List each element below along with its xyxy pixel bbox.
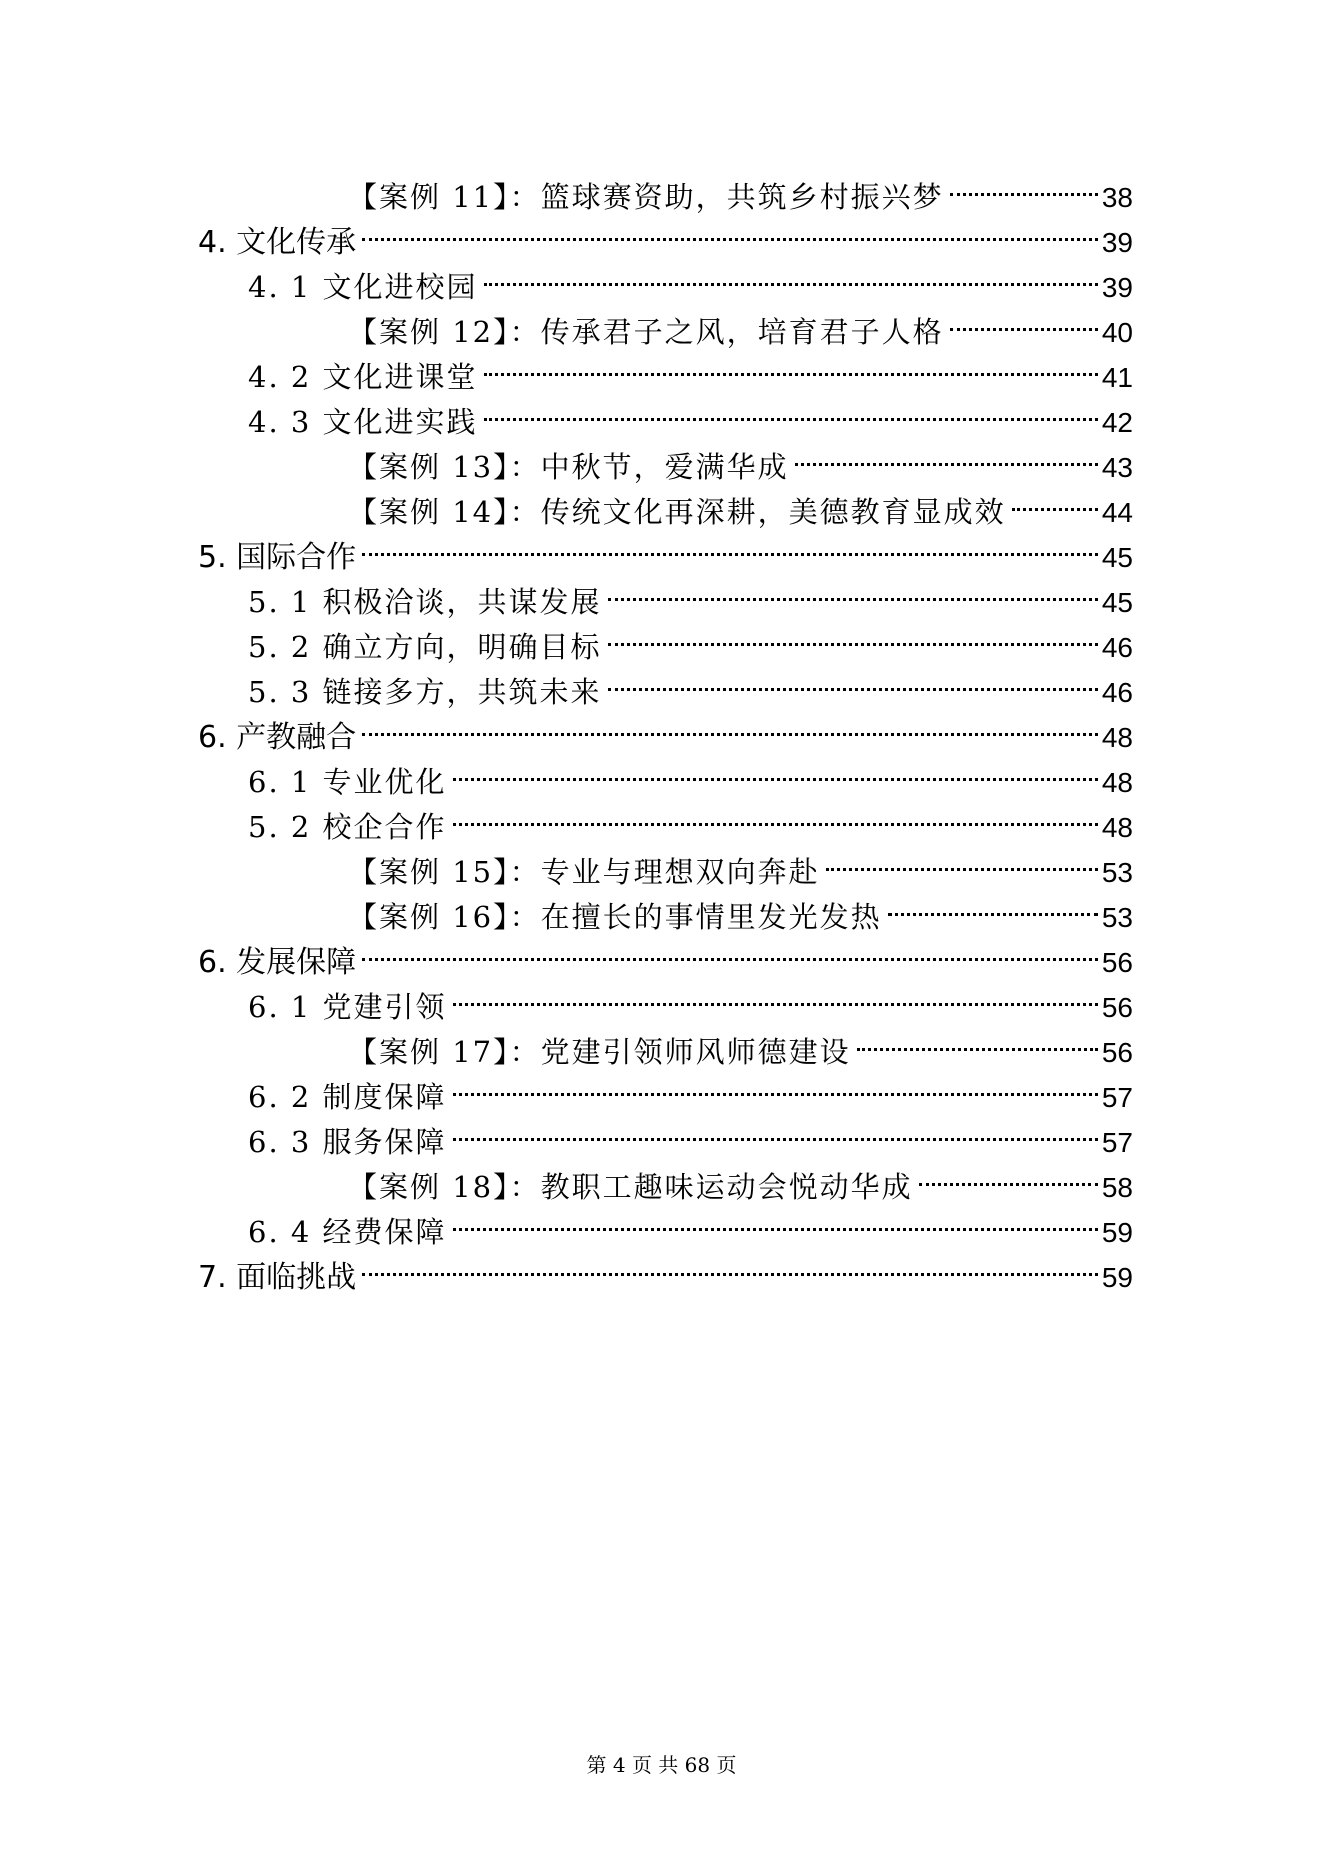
toc-entry-title: 4. 3 文化进实践 bbox=[248, 405, 478, 439]
toc-entry-title: 5. 1 积极洽谈，共谋发展 bbox=[248, 585, 602, 619]
toc-entry-page: 57 bbox=[1101, 1127, 1133, 1158]
toc-entry[interactable] bbox=[198, 342, 1133, 394]
toc-leader-dots bbox=[362, 927, 1098, 972]
toc-entry-page: 48 bbox=[1101, 767, 1133, 798]
toc-entry-page: 57 bbox=[1101, 1082, 1133, 1113]
toc-leader-dots bbox=[362, 207, 1098, 252]
toc-entry-page: 40 bbox=[1101, 317, 1133, 348]
toc-leader-dots bbox=[950, 297, 1098, 342]
toc-entry-page: 38 bbox=[1101, 182, 1133, 213]
toc-entry[interactable] bbox=[198, 1197, 1133, 1249]
toc-entry-title: 6. 发展保障 bbox=[198, 945, 357, 980]
toc-entry-title: 5. 3 链接多方，共筑未来 bbox=[248, 675, 602, 709]
toc-entry[interactable] bbox=[198, 162, 1133, 214]
toc-leader-dots bbox=[362, 702, 1098, 747]
toc-entry-page: 56 bbox=[1101, 1037, 1133, 1068]
toc-leader-dots bbox=[453, 1107, 1098, 1152]
toc-entry-page: 39 bbox=[1101, 272, 1133, 303]
toc-leader-dots bbox=[795, 432, 1098, 477]
toc-entry[interactable] bbox=[198, 927, 1133, 980]
toc-entry-title: 【案例 13】：中秋节，爱满华成 bbox=[348, 450, 789, 484]
toc-entry-page: 48 bbox=[1101, 722, 1133, 753]
toc-entry-page: 53 bbox=[1101, 902, 1133, 933]
toc-leader-dots bbox=[362, 1242, 1098, 1287]
toc-entry-title: 【案例 11】：篮球赛资助，共筑乡村振兴梦 bbox=[348, 180, 944, 214]
toc-leader-dots bbox=[950, 162, 1098, 207]
toc-leader-dots bbox=[484, 342, 1098, 387]
toc-leader-dots bbox=[453, 747, 1098, 792]
toc-entry-title: 【案例 16】：在擅长的事情里发光发热 bbox=[348, 900, 882, 934]
toc-leader-dots bbox=[857, 1017, 1098, 1062]
toc-entry-title: 【案例 15】：专业与理想双向奔赴 bbox=[348, 855, 820, 889]
toc-entry-title: 【案例 18】：教职工趣味运动会悦动华成 bbox=[348, 1170, 913, 1204]
toc-entry-title: 【案例 12】：传承君子之风，培育君子人格 bbox=[348, 315, 944, 349]
toc-entry-title: 【案例 17】：党建引领师风师德建设 bbox=[348, 1035, 851, 1069]
toc-leader-dots bbox=[826, 837, 1098, 882]
toc-entry[interactable] bbox=[198, 522, 1133, 575]
toc-entry[interactable] bbox=[198, 1062, 1133, 1114]
toc-entry-title: 6. 产教融合 bbox=[198, 720, 357, 755]
toc-leader-dots bbox=[888, 882, 1098, 927]
toc-leader-dots bbox=[453, 1062, 1098, 1107]
toc-entry-title: 6. 1 党建引领 bbox=[248, 990, 447, 1024]
toc-entry-title: 6. 1 专业优化 bbox=[248, 765, 447, 799]
toc-entry-title: 6. 3 服务保障 bbox=[248, 1125, 447, 1159]
toc-entry-title: 4. 2 文化进课堂 bbox=[248, 360, 478, 394]
toc-entry-page: 45 bbox=[1101, 587, 1133, 618]
toc-entry-title: 5. 2 校企合作 bbox=[248, 810, 447, 844]
toc-entry-title: 5. 国际合作 bbox=[198, 540, 357, 575]
toc-entry-page: 59 bbox=[1101, 1217, 1133, 1248]
toc-leader-dots bbox=[484, 387, 1098, 432]
toc-entry-title: 4. 1 文化进校园 bbox=[248, 270, 478, 304]
toc-entry-title: 7. 面临挑战 bbox=[198, 1260, 357, 1295]
toc-leader-dots bbox=[453, 792, 1098, 837]
page-footer: 第 4 页 共 68 页 bbox=[586, 1753, 737, 1777]
toc-entry-page: 56 bbox=[1101, 992, 1133, 1023]
toc-leader-dots bbox=[453, 1197, 1098, 1242]
toc-entry-page: 46 bbox=[1101, 632, 1133, 663]
toc-entry-page: 45 bbox=[1101, 542, 1133, 573]
toc-leader-dots bbox=[608, 612, 1098, 657]
toc-entry-page: 53 bbox=[1101, 857, 1133, 888]
toc-entry-page: 59 bbox=[1101, 1262, 1133, 1293]
toc-leader-dots bbox=[1012, 477, 1098, 522]
toc-entry-page: 43 bbox=[1101, 452, 1133, 483]
toc-leader-dots bbox=[608, 567, 1098, 612]
toc-entry-page: 44 bbox=[1101, 497, 1133, 528]
toc-entry-page: 42 bbox=[1101, 407, 1133, 438]
toc-entry-page: 39 bbox=[1101, 227, 1133, 258]
toc-entry-page: 58 bbox=[1101, 1172, 1133, 1203]
toc-entry-page: 46 bbox=[1101, 677, 1133, 708]
toc-entry-title: 【案例 14】：传统文化再深耕，美德教育显成效 bbox=[348, 495, 1006, 529]
toc-entry-page: 48 bbox=[1101, 812, 1133, 843]
toc-leader-dots bbox=[919, 1152, 1098, 1197]
toc-entry-title: 6. 4 经费保障 bbox=[248, 1215, 447, 1249]
toc-entry-title: 6. 2 制度保障 bbox=[248, 1080, 447, 1114]
table-of-contents bbox=[198, 162, 1133, 1295]
toc-entry-title: 5. 2 确立方向，明确目标 bbox=[248, 630, 602, 664]
toc-entry-title: 4. 文化传承 bbox=[198, 225, 357, 260]
toc-leader-dots bbox=[362, 522, 1098, 567]
toc-leader-dots bbox=[608, 657, 1098, 702]
toc-entry-page: 41 bbox=[1101, 362, 1133, 393]
toc-entry-page: 56 bbox=[1101, 947, 1133, 978]
toc-leader-dots bbox=[484, 252, 1098, 297]
toc-leader-dots bbox=[453, 972, 1098, 1017]
toc-entry[interactable] bbox=[198, 207, 1133, 260]
